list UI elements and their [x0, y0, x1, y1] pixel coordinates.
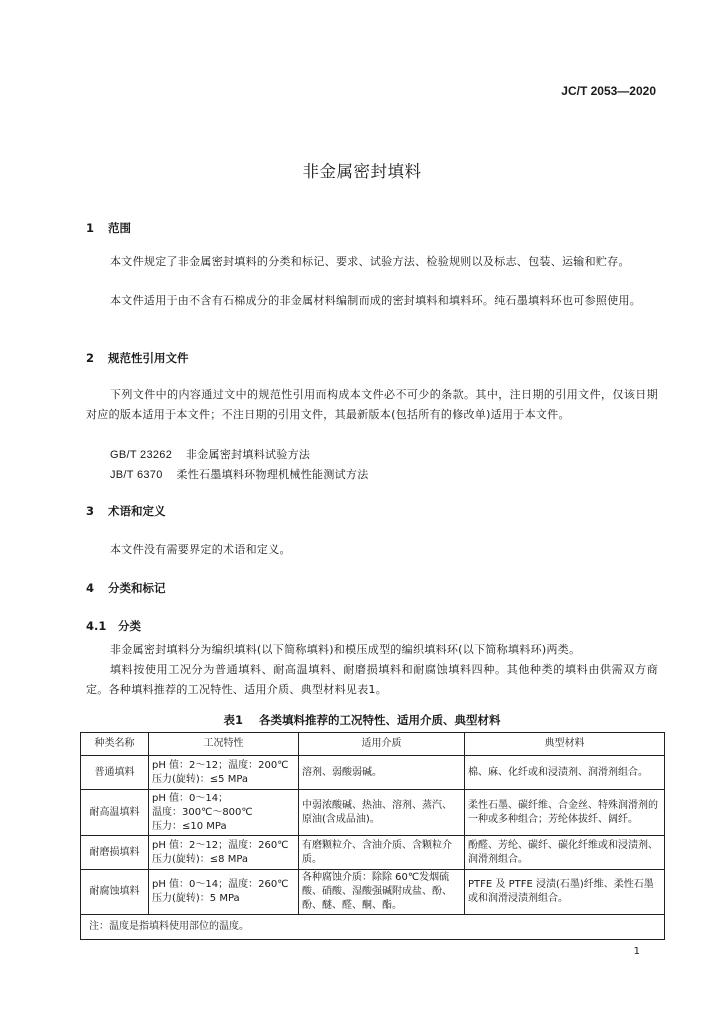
section-title: 分类和标记 [108, 581, 166, 595]
table-header-row [81, 733, 665, 756]
section-title: 规范性引用文件 [108, 351, 189, 365]
reference-code: GB/T 23262 [110, 449, 173, 461]
media-cell: 各种腐蚀介质：除除 60℃发烟硫酸、硝酸、湿酸强碱附成盐、酚、酚、醚、醛、酮、酯。 [299, 870, 465, 915]
table-row [81, 836, 665, 870]
table-title: 各类填料推荐的工况特性、适用介质、典型材料 [259, 713, 501, 727]
table-note-row [81, 915, 665, 940]
section-3-heading [86, 503, 166, 519]
section-title: 范围 [108, 221, 132, 235]
section-number: 1 [86, 221, 95, 235]
standard-code: JC/T 2053—2020 [561, 84, 656, 98]
reference-title: 柔性石墨填料环物理机械性能测试方法 [176, 468, 369, 481]
table-header-cell: 适用介质 [299, 733, 465, 756]
condition-cell: pH 值：0～14；温度：260℃ 压力(旋转)：5 MPa [149, 870, 299, 915]
packing-type-cell: 耐腐蚀填料 [81, 870, 149, 915]
section-number: 3 [86, 504, 95, 518]
section-title: 术语和定义 [108, 504, 166, 518]
packing-type-cell: 耐磨损填料 [81, 836, 149, 870]
section-1-heading [86, 220, 131, 236]
condition-cell: pH 值：2～12；温度：200℃ 压力(旋转)：≤5 MPa [149, 756, 299, 790]
page-number: 1 [633, 946, 640, 957]
table-row [81, 870, 665, 915]
packing-type-cell: 普通填料 [81, 756, 149, 790]
section-number: 4 [86, 581, 95, 595]
packing-spec-table [80, 732, 665, 940]
subsection-4-1-paragraph-2: 填料按使用工况分为普通填料、耐高温填料、耐磨损填料和耐腐蚀填料四种。其他种类的填料由供需双方商定。各种填料推荐的工况特性、适用介质、典型材料见表1。 [86, 663, 658, 696]
section-1-paragraph-1: 本文件规定了非金属密封填料的分类和标记、要求、试验方法、检验规则以及标志、包装、运输和贮存。 [110, 255, 630, 268]
packing-type-cell: 耐高温填料 [81, 790, 149, 836]
document-title: 非金属密封填料 [302, 162, 422, 181]
material-cell: PTFE 及 PTFE 浸渍(石墨)纤维、柔性石墨或和润滑浸渍剂组合。 [465, 870, 665, 915]
table-header-cell: 工况特性 [149, 733, 299, 756]
table-number: 表1 [223, 713, 243, 727]
table-caption [0, 712, 724, 728]
condition-cell: pH 值：0～14； 温度：300℃～800℃ 压力：≤10 MPa [149, 790, 299, 836]
table-note: 注：温度是指填料使用部位的温度。 [81, 915, 665, 940]
reference-item [110, 466, 369, 482]
media-cell: 有磨颗粒介、含油介质、含颗粒介质。 [299, 836, 465, 870]
section-3-paragraph-1: 本文件没有需要界定的术语和定义。 [110, 543, 291, 556]
section-number: 4.1 [86, 619, 107, 633]
reference-code: JB/T 6370 [110, 469, 163, 481]
media-cell: 中弱浓酸碱、热油、溶剂、蒸汽、原油(含成品油)。 [299, 790, 465, 836]
media-cell: 溶剂、弱酸弱碱。 [299, 756, 465, 790]
table-header-cell: 典型材料 [465, 733, 665, 756]
subsection-4-1-heading [86, 618, 141, 634]
section-4-heading [86, 580, 166, 596]
material-cell: 酚醛、芳纶、碳纤、碳化纤维或和浸渍剂、润滑剂组合。 [465, 836, 665, 870]
section-2-paragraph-1: 下列文件中的内容通过文中的规范性引用而构成本文件必不可少的条款。其中，注日期的引用文件，仅该日期对应的版本适用于本文件；不注日期的引用文件，其最新版本(包括所有的修改单)适用于本文件。 [86, 388, 658, 421]
reference-item [110, 446, 310, 462]
table-row [81, 790, 665, 836]
condition-cell: pH 值：2～12；温度：260℃ 压力(旋转)：≤8 MPa [149, 836, 299, 870]
section-1-paragraph-2: 本文件适用于由不含有石棉成分的非金属材料编制而成的密封填料和填料环。纯石墨填料环也可参照使用。 [110, 294, 642, 307]
material-cell: 柔性石墨、碳纤维、合金丝、特殊润滑剂的一种或多种组合；芳纶体拔纤、阔纤。 [465, 790, 665, 836]
section-number: 2 [86, 351, 95, 365]
table-row [81, 756, 665, 790]
section-title: 分类 [118, 619, 142, 633]
section-2-heading [86, 350, 189, 366]
reference-title: 非金属密封填料试验方法 [185, 448, 311, 461]
subsection-4-1-paragraph-1: 非金属密封填料分为编织填料(以下简称填料)和模压成型的编织填料环(以下简称填料环)两类。 [110, 643, 581, 656]
material-cell: 棉、麻、化纤或和浸渍剂、润滑剂组合。 [465, 756, 665, 790]
table-header-cell: 种类名称 [81, 733, 149, 756]
